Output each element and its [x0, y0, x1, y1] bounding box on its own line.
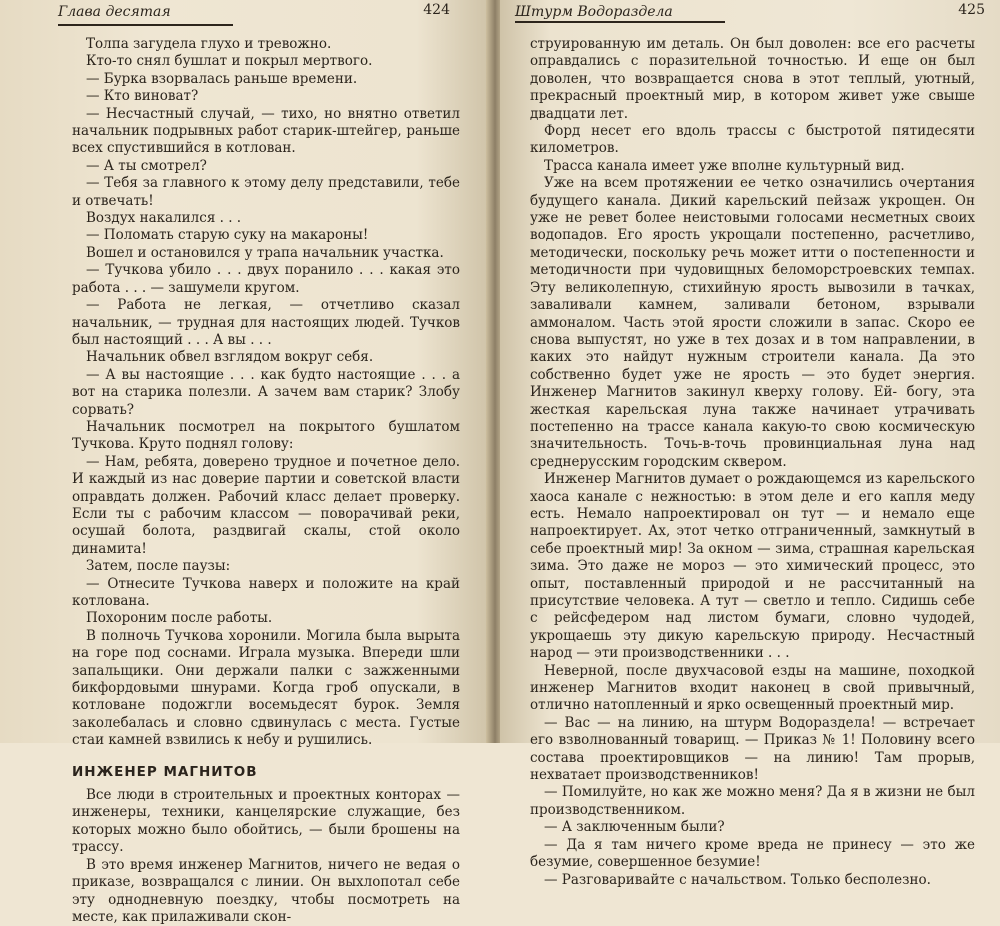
left-text-body [72, 36, 460, 926]
paragraph: — Кто виноват? [86, 88, 199, 105]
paragraph: — Тебя за главного к этому делу представили, тебе и отвечать! [72, 175, 460, 209]
paragraph: Начальник посмотрел на покрытого бушлатом Тучкова. Круто поднял голову: [72, 418, 460, 453]
left-page-number: 424 [423, 2, 450, 18]
paragraph: Воздух накалился . . . [86, 210, 242, 227]
paragraph: Уже на всем протяжении ее четко означились очертания будущего канала. Дикий карельский пейзаж укрощен. Он уже не ревет более неистовыми голосами несметных своих водопадов. Его ярость укрощали постепенно, расчетливо, методически, поскольку речь может итти о постепенности и методичности при чудовищных беломорстроевских темпах. Эту великолепную, стихийную ярость вывозили в тачках, заваливали камнем, заливали бетоном, взрывали аммоналом. Часть этой ярости сложили в запас. Скоро ее снова выпустят, но уже в тех дозах и в том направлении, в каких это найдут нужным строители канала. Да это собственно будет уже не ярость — это будет энергия. Инженер Магнитов закинул кверху голову. Ей- богу, эта жесткая карельская луна также начинает утрачивать постепенно на трассе канала какую-то свою космическую значительность. Точь-в-точь провинциальная луна над среднерусским городским сквером. [530, 175, 975, 470]
paragraph: Кто-то снял бушлат и покрыл мертвого. [86, 53, 373, 70]
right-page-number: 425 [958, 2, 985, 18]
paragraph: Форд несет его вдоль трассы с быстротой пятидесяти километров. [530, 123, 975, 157]
paragraph: — Отнесите Тучкова наверх и положите на край котлована. [72, 575, 460, 609]
left-running-head [58, 4, 468, 24]
paragraph: — Поломать старую суку на макароны! [86, 227, 369, 244]
right-page [500, 0, 1000, 888]
paragraph: — Бурка взорвалась раньше времени. [86, 70, 358, 87]
paragraph: Толпа загудела глухо и тревожно. [86, 36, 332, 52]
paragraph: — Несчастный случай, — тихо, но внятно ответил начальник подрывных работ старик-штейгер, раньше всех спустившийся в котлован. [72, 105, 460, 157]
left-page [0, 0, 490, 925]
paragraph: — Нам, ребята, доверено трудное и почетное дело. И каждый из нас доверие партии и советской власти оправдать должен. Рабочий класс делает проверку. Если ты с рабочим классом — поворачивай реки, осушай болота, раздвигай скалы, стой около динамита! [72, 453, 460, 557]
paragraph: — Вас — на линию, на штурм Водораздела! — встречает его взволнованный товарищ. — Приказ № 1! Половину всего состава проектировщиков — на линию! Там прорыв, нехватает производственников! [530, 714, 975, 784]
right-text-body [530, 36, 975, 889]
paragraph: — Да я там ничего кроме вреда не принесу — это же безумие, совершенное безумие! [530, 836, 975, 871]
paragraph: Вошел и остановился у трапа начальник участка. [86, 244, 444, 261]
paragraph: — А вы настоящие . . . как будто настоящие . . . а вот на старика полезли. А зачем вам старик? Злобу сорвать? [72, 366, 460, 418]
paragraph: Все люди в строительных и проектных конторах — инженеры, техники, канцелярские служащие, без которых можно было обойтись, — были брошены на трассу. [72, 787, 460, 856]
left-running-title: Глава десятая [58, 4, 171, 20]
paragraph: струированную им деталь. Он был доволен: все его расчеты оправдались с поразительной точностью. И еще он был доволен, что возвращается снова в этот теплый, уютный, прекрасный проектный мир, в котором живет уже свыше двадцати лет. [530, 36, 975, 122]
paragraph: — А заключенным были? [544, 819, 725, 836]
paragraph: Трасса канала имеет уже вполне культурный вид. [544, 157, 905, 174]
paragraph: Неверной, после двухчасовой езды на машине, походкой инженер Магнитов входит наконец в свой привычный, отлично натопленный и ярко освещенный проектный мир. [530, 662, 975, 714]
paragraph: Затем, после паузы: [86, 558, 231, 575]
paragraph: — Тучкова убило . . . двух поранило . . . какая это работа . . . — зашумели кругом. [72, 262, 460, 296]
paragraph: — А ты смотрел? [86, 157, 207, 174]
paragraph: — Работа не легкая, — отчетливо сказал начальник, — трудная для настоящих людей. Тучков был настоящий . . . А вы . . . [72, 297, 460, 348]
right-running-title: Штурм Водораздела [515, 4, 673, 20]
right-header-rule [515, 21, 725, 23]
paragraph: Начальник обвел взглядом вокруг себя. [86, 349, 374, 366]
section-heading: ИНЖЕНЕР МАГНИТОВ [72, 763, 258, 780]
paragraph: Похороним после работы. [86, 610, 273, 627]
left-header-rule [58, 24, 233, 26]
paragraph: — Разговаривайте с начальством. Только бесполезно. [544, 871, 931, 888]
paragraph: Инженер Магнитов думает о рождающемся из карельского хаоса канале с нежностью: в этом деле и его капля меду есть. Немало напроектировал он тут — и немало еще напроектирует. Ах, этот четко отграниченный, замкнутый в себе проектный мир! За окном — зима, страшная карельская зима. Это даже не мороз — это химический процесс, это опыт, поставленный природой и не рассчитанный на присутствие человека. А тут — светло и тепло. Сидишь себе с рейсфедером над листом бумаги, словно чудодей, укрощаешь эту дикую карельскую природу. Несчастный народ — эти производственники . . . [530, 471, 975, 662]
paragraph: В полночь Тучкова хоронили. Могила была вырыта на горе под соснами. Играла музыка. Впереди шли запальщики. Они держали палки с зажженными бикфордовыми шнурами. Когда гроб опускали, в котловане подожгли восемьдесят бурок. Земля заколебалась и словно сдвинулась с места. Густые стаи камней взвились к небу и рушились. [72, 627, 460, 749]
paragraph: — Помилуйте, но как же можно меня? Да я в жизни не был производственником. [530, 784, 975, 818]
paragraph: В это время инженер Магнитов, ничего не ведая о приказе, возвращался с линии. Он выхлопотал себе эту однодневную поездку, чтобы посмотреть на месте, как прилаживали скон- [72, 856, 460, 925]
